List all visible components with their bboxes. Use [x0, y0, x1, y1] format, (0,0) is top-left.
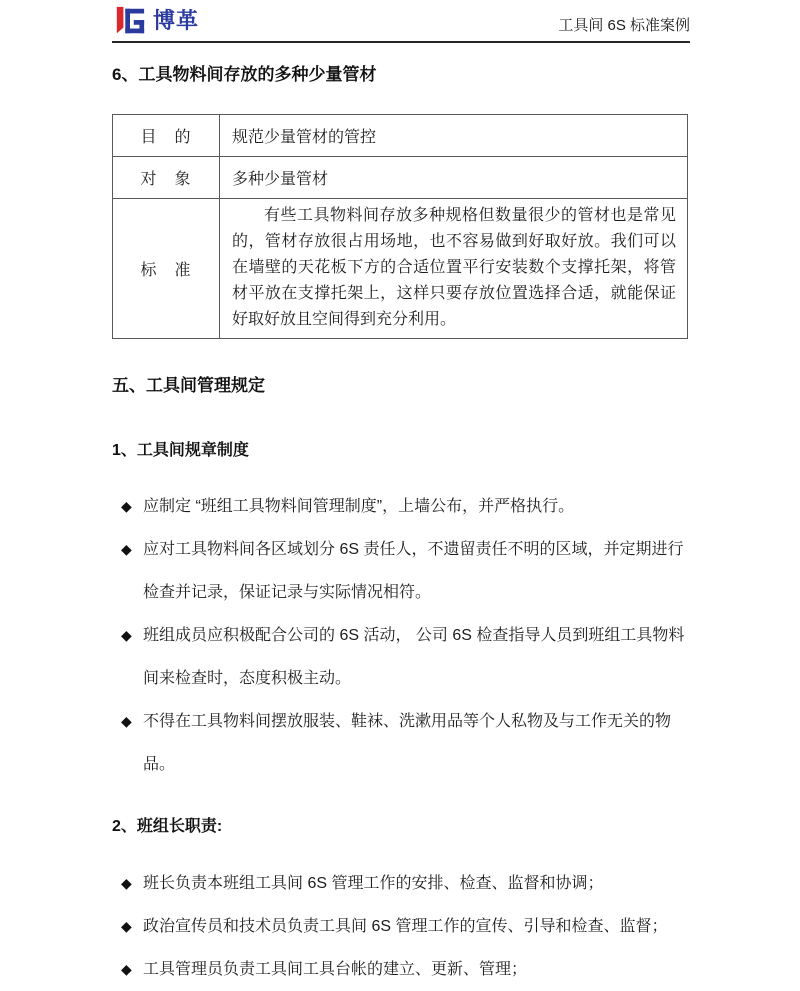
- boge-logo: [112, 5, 199, 37]
- table-row-purpose: [113, 115, 688, 157]
- duty-item: [112, 948, 688, 991]
- duty-item-text: 工具管理员负责工具间工具台帐的建立、更新、管理；: [143, 961, 528, 978]
- row-value-purpose: 规范少量管材的管控: [220, 115, 688, 157]
- diamond-bullet-icon: ◆: [121, 875, 132, 891]
- rule-item: [112, 528, 688, 614]
- logo-text: 博革: [153, 8, 200, 33]
- page-header: [112, 0, 690, 43]
- row-label-standard: 标 准: [113, 199, 220, 339]
- duty-item-text: 班长负责本班组工具间 6S 管理工作的安排、检查、监督和协调；: [143, 875, 604, 892]
- duty-item: [112, 862, 688, 905]
- rule-item-text: 班组成员应积极配合公司的 6S 活动， 公司 6S 检查指导人员到班组工具物料间来检查时，态度积极主动。: [143, 627, 685, 687]
- subsection-heading-duties: 2、班组长职责:: [112, 818, 223, 835]
- row-label-purpose: 目 的: [113, 115, 220, 157]
- duties-list: [112, 862, 688, 991]
- diamond-bullet-icon: ◆: [121, 498, 132, 514]
- rule-item: [112, 485, 688, 528]
- diamond-bullet-icon: ◆: [121, 541, 132, 557]
- diamond-bullet-icon: ◆: [121, 961, 132, 977]
- rule-item: [112, 700, 688, 786]
- document-content: [112, 60, 688, 991]
- diamond-bullet-icon: ◆: [121, 627, 132, 643]
- rule-item-text: 不得在工具物料间摆放服装、鞋袜、洗漱用品等个人私物及与工作无关的物品。: [143, 713, 672, 773]
- diamond-bullet-icon: ◆: [121, 713, 132, 729]
- boge-logo-icon: [112, 5, 148, 37]
- subsection-heading-rules: 1、工具间规章制度: [112, 442, 249, 459]
- rule-item-text: 应制定 “班组工具物料间管理制度”，上墙公布，并严格执行。: [143, 498, 575, 515]
- row-label-object: 对 象: [113, 157, 220, 199]
- row-value-standard: [220, 199, 688, 339]
- doc-title: 工具间 6S 标准案例: [558, 17, 690, 34]
- diamond-bullet-icon: ◆: [121, 918, 132, 934]
- section-heading-pipes: 6、工具物料间存放的多种少量管材: [112, 65, 377, 84]
- rule-item: [112, 614, 688, 700]
- duty-item: [112, 905, 688, 948]
- standard-paragraph: 有些工具物料间存放多种规格但数量很少的管材也是常见的，管材存放很占用场地，也不容易做到好取好放。我们可以在墙壁的天花板下方的合适位置平行安装数个支撑托架，将管材平放在支撑托架上，这样只要存放位置选择合适，就能保证好取好放且空间得到充分利用。: [232, 207, 676, 328]
- section-heading-management: 五、工具间管理规定: [112, 376, 265, 395]
- rule-item-text: 应对工具物料间各区域划分 6S 责任人，不遗留责任不明的区域，并定期进行检查并记录，保证记录与实际情况相符。: [143, 541, 684, 601]
- row-value-object: 多种少量管材: [220, 157, 688, 199]
- table-row-object: [113, 157, 688, 199]
- rules-list: [112, 485, 688, 786]
- duty-item-text: 政治宣传员和技术员负责工具间 6S 管理工作的宣传、引导和检查、监督；: [143, 918, 668, 935]
- table-row-standard: [113, 199, 688, 339]
- spec-table: [112, 114, 688, 339]
